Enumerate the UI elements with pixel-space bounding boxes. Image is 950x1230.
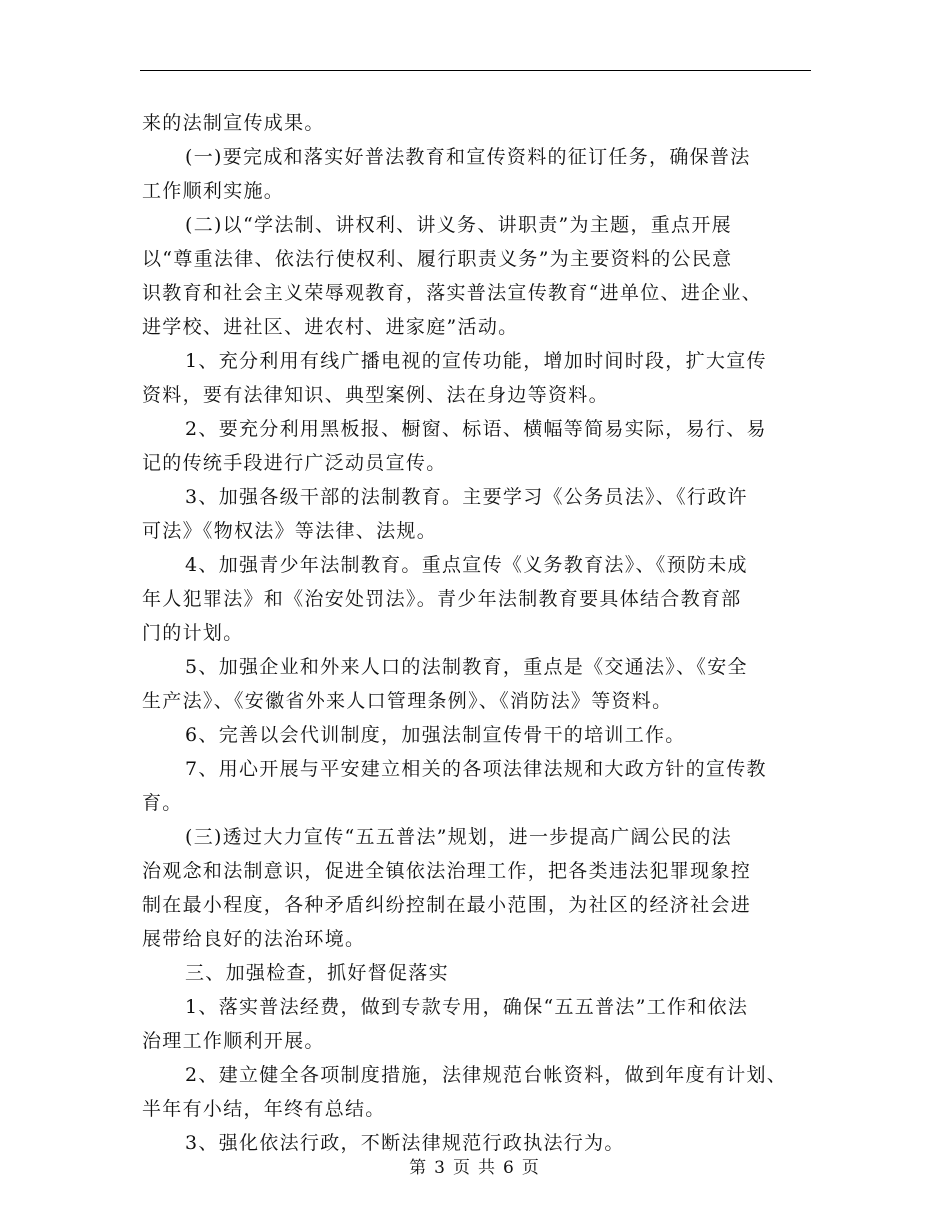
text-line: 2、要充分利用黑板报、橱窗、标语、横幅等简易实际，易行、易 (185, 418, 767, 440)
text-line: 制在最小程度，各种矛盾纠纷控制在最小范围，为社区的经济社会进 (142, 894, 752, 916)
text-line: 6、完善以会代训制度，加强法制宣传骨干的培训工作。 (185, 724, 686, 746)
footer-suffix: 页 (521, 1158, 541, 1178)
text-line: 7、用心开展与平安建立相关的各项法律法规和大政方针的宣传教 (185, 758, 767, 780)
footer-current-page: 3 (434, 1158, 447, 1178)
text-line: 4、加强青少年法制教育。重点宣传《义务教育法》、《预防未成 (185, 554, 748, 576)
footer-prefix: 第 (409, 1158, 429, 1178)
text-line: (二)以“学法制、讲权利、讲义务、讲职责”为主题，重点开展 (185, 214, 732, 236)
text-line: 5、加强企业和外来人口的法制教育，重点是《交通法》、《安全 (185, 656, 748, 678)
text-line: 1、落实普法经费，做到专款专用，确保“五五普法”工作和依法 (185, 996, 749, 1018)
text-line: 年人犯罪法》和《治安处罚法》。青少年法制教育要具体结合教育部 (142, 588, 742, 610)
page-footer (0, 1153, 950, 1178)
footer-total-pages: 6 (503, 1158, 516, 1178)
text-line: 以“尊重法律、依法行使权利、履行职责义务”为主要资料的公民意 (142, 248, 733, 270)
text-line: 记的传统手段进行广泛动员宣传。 (142, 452, 447, 474)
text-line: 来的法制宣传成果。 (142, 112, 325, 134)
text-line: 治观念和法制意识，促进全镇依法治理工作，把各类违法犯罪现象控 (142, 860, 752, 882)
text-line: 治理工作顺利开展。 (142, 1030, 325, 1052)
text-line: 资料，要有法律知识、典型案例、法在身边等资料。 (142, 384, 609, 406)
text-line: 识教育和社会主义荣辱观教育，落实普法宣传教育“进单位、进企业、 (142, 282, 763, 304)
text-line: 工作顺利实施。 (142, 180, 285, 202)
text-line: 3、加强各级干部的法制教育。主要学习《公务员法》、《行政许 (185, 486, 748, 508)
text-line: 育。 (142, 792, 183, 814)
text-line: 可法》《物权法》等法律、法规。 (142, 520, 438, 542)
text-line: (一)要完成和落实好普法教育和宣传资料的征订任务，确保普法 (185, 146, 751, 168)
text-line: 半年有小结，年终有总结。 (142, 1098, 386, 1120)
footer-total-word: 共 (478, 1158, 497, 1178)
text-line: 三、加强检查，抓好督促落实 (185, 962, 449, 984)
text-line: 2、建立健全各项制度措施，法律规范台帐资料，做到年度有计划、 (185, 1064, 788, 1086)
document-body (142, 106, 814, 1160)
text-line: 门的计划。 (142, 622, 244, 644)
header-rule (140, 70, 811, 71)
text-line: 3、强化依法行政，不断法律规范行政执法行为。 (185, 1132, 625, 1154)
text-line: 1、充分利用有线广播电视的宣传功能，增加时间时段，扩大宣传 (185, 350, 767, 372)
text-line: 生产法》、《安徽省外来人口管理条例》、《消防法》等资料。 (142, 690, 673, 712)
text-line: (三)透过大力宣传“五五普法”规划，进一步提高广阔公民的法 (185, 826, 732, 848)
text-line: 展带给良好的法治环境。 (142, 928, 366, 950)
text-line: 进学校、进社区、进农村、进家庭”活动。 (142, 316, 519, 338)
footer-page-word: 页 (453, 1158, 472, 1178)
